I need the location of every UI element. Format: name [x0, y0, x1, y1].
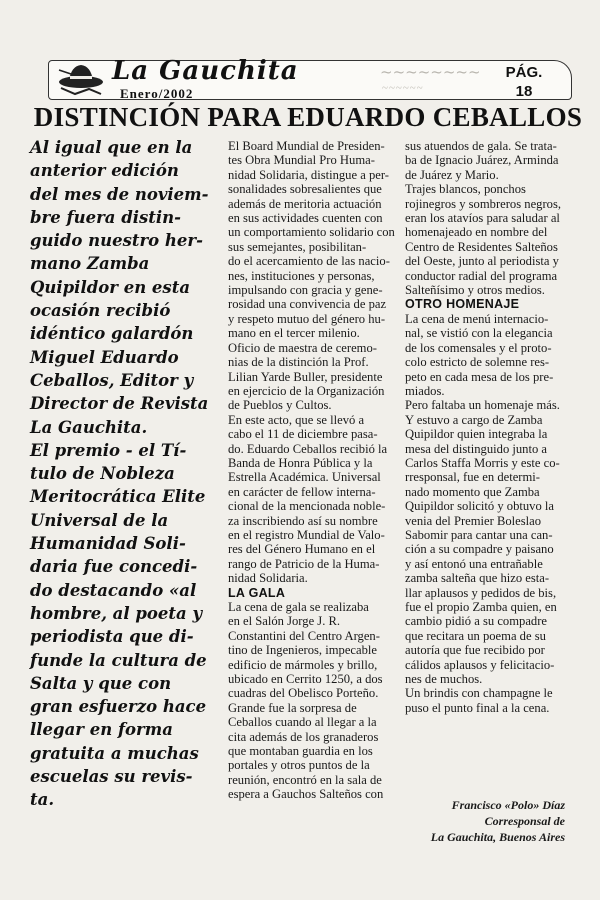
text-line: Y estuvo a cargo de Zamba	[405, 412, 543, 427]
text-line: que recitara un poema de su	[405, 628, 546, 643]
lead-line: ocasión recibió	[30, 301, 171, 321]
text-line: cional de la mencionada noble-	[228, 499, 386, 514]
text-line: de Pueblos y Cultos.	[228, 398, 332, 413]
text-line: cita además de los granaderos	[228, 729, 379, 744]
lead-line: Miguel Eduardo	[30, 347, 179, 367]
text-line: tino de Ingenieros, impecable	[228, 643, 377, 658]
text-line: Trajes blancos, ponchos	[405, 182, 526, 197]
text-line: además de meritoria actuación	[228, 196, 382, 211]
text-line: Constantini del Centro Argen-	[228, 628, 380, 643]
lead-line: bre fuera distin-	[30, 207, 182, 227]
lead-line: periodista que di-	[30, 627, 194, 647]
text-line: Ceballos cuando al llegar a la	[228, 715, 377, 730]
text-line: nado momento que Zamba	[405, 484, 540, 499]
text-line: y así entonó una entrañable	[405, 556, 543, 571]
lead-line: funde la cultura de	[30, 650, 207, 670]
author-signature	[395, 798, 565, 845]
text-line: fue el propio Zamba quien, en	[405, 600, 557, 614]
text-line: do. Eduardo Ceballos recibió la	[228, 441, 388, 456]
text-line: conductor radial del programa	[405, 268, 558, 283]
text-line: Carlos Staffa Morris y este co-	[405, 455, 560, 470]
text-line: Centro de Residentes Salteños	[405, 239, 558, 254]
lead-line: idéntico galardón	[30, 324, 194, 344]
text-line: Salteñísimo y otros medios.	[405, 283, 545, 298]
text-line: La cena de gala se realizaba	[228, 600, 369, 614]
text-line: nidad Solidaria.	[228, 571, 308, 586]
text-line: nal, se vistió con la elegancia	[405, 326, 553, 341]
lead-line: tulo de Nobleza	[30, 464, 175, 484]
text-line: ción a su compadre y paisano	[405, 542, 554, 557]
text-line: autoría que fue recibido por	[405, 643, 545, 658]
lead-line: ta.	[30, 790, 55, 810]
text-line: Grande fue la sorpresa de	[228, 700, 357, 715]
text-line: nes de muchos.	[405, 672, 483, 687]
text-line: de Juárez y Mario.	[405, 167, 499, 182]
text-line: llar aplausos y pedidos de bis,	[405, 585, 557, 600]
lead-line: anterior edición	[30, 161, 179, 181]
text-line: rosidad una convivencia de paz	[228, 297, 387, 312]
lead-line: Salta y que con	[30, 673, 172, 693]
lead-line: La Gauchita.	[30, 417, 148, 437]
text-line: ba de Ignacio Juárez, Arminda	[405, 153, 559, 168]
text-line: impulsando con gracia y gene-	[228, 283, 383, 298]
text-line: sus semejantes, posibilitan-	[228, 239, 367, 254]
text-line: homenajeado en nombre del	[405, 225, 548, 240]
lead-line: llegar en forma	[30, 720, 173, 740]
text-line: del Oeste, junto al periodista y	[405, 254, 559, 269]
text-line: edificio de mármoles y brillo,	[228, 657, 378, 672]
text-line: que montaban guardia en los	[228, 744, 373, 759]
text-line: Quipildor solicitó y obtuvo la	[405, 499, 555, 514]
text-line: un comportamiento solidario con	[228, 225, 395, 240]
text-line: za inscribiendo así su nombre	[228, 513, 378, 528]
text-line: res del Género Humano en el	[228, 542, 376, 557]
text-line: Sabomir para cantar una can-	[405, 527, 553, 542]
text-line: portales y otros puntos de la	[228, 758, 370, 773]
body-column-3	[405, 139, 573, 715]
text-line: cálidos aplausos y felicitacio-	[405, 657, 555, 672]
text-line: mesa del distinguido junto a	[405, 441, 548, 456]
text-line: ubicado en Cerrito 1250, a dos	[228, 672, 383, 687]
lead-line: do destacando «al	[30, 580, 197, 600]
lead-line: Meritocrática Elite	[30, 487, 206, 507]
text-line: nias de la distinción la Prof.	[228, 355, 369, 370]
text-line: nidad Solidaria, distingue a per-	[228, 167, 389, 182]
text-line: La cena de menú internacio-	[405, 311, 549, 326]
text-line: Un brindis con champagne le	[405, 686, 553, 701]
section-subheading: LA GALA	[228, 585, 286, 600]
text-line: peto en cada mesa de los pre-	[405, 369, 554, 384]
text-line: miados.	[405, 383, 445, 398]
show-through-decoration: ~~~~~~~~	[380, 63, 481, 81]
text-line: eran los atavíos para saludar al	[405, 211, 560, 226]
lead-line: Quipildor en esta	[30, 277, 191, 297]
text-line: nes, instituciones y personas,	[228, 268, 375, 283]
show-through-decoration: ~~~~~~	[382, 82, 424, 94]
lead-line: El premio - el Tí-	[30, 440, 187, 460]
text-line: y respeto mutuo del género hu-	[228, 311, 386, 326]
text-line: rresponsal, fue en determi-	[405, 470, 540, 485]
text-line: Lilian Yarde Buller, presidente	[228, 369, 383, 384]
text-line: en sus actividades cuenten con	[228, 211, 383, 226]
text-line: cambio pidió a su compadre	[405, 614, 547, 629]
page-number: 18	[515, 83, 533, 100]
text-line: sonalidades sobresalientes que	[228, 182, 382, 197]
lead-line: del mes de noviem-	[30, 184, 209, 204]
lead-line: escuelas su revis-	[30, 767, 193, 787]
lead-line: Al igual que en la	[30, 138, 193, 157]
text-line: en el Salón Jorge J. R.	[228, 614, 341, 629]
lead-paragraph	[30, 136, 230, 812]
text-line: Banda de Honra Pública y la	[228, 455, 373, 470]
text-line: reunión, encontró en la sala de	[228, 772, 382, 787]
section-subheading: OTRO HOMENAJE	[405, 297, 520, 312]
lead-line: mano Zamba	[30, 254, 150, 274]
text-line: venia del Premier Boleslao	[405, 513, 542, 528]
text-line: cuadras del Obelisco Porteño.	[228, 686, 379, 701]
text-line: espera a Gauchos Salteños con	[228, 787, 384, 802]
text-line: rango de Patricio de la Huma-	[228, 556, 380, 571]
text-line: En este acto, que se llevó a	[228, 412, 365, 427]
text-line: sus atuendos de gala. Se trata-	[405, 139, 557, 153]
text-line: Estrella Académica. Universal	[228, 470, 381, 485]
magazine-title: La Gauchita	[112, 56, 299, 86]
text-line: Oficio de maestra de ceremo-	[228, 340, 377, 355]
text-line: zamba salteña que hizo esta-	[405, 571, 550, 586]
text-line: puso el punto final a la cena.	[405, 700, 550, 715]
article-headline: DISTINCIÓN PARA EDUARDO CEBALLOS	[33, 102, 583, 132]
text-line: do el acercamiento de las nacio-	[228, 254, 390, 269]
signature-line: La Gauchita, Buenos Aires	[430, 829, 565, 844]
lead-line: guido nuestro her-	[30, 231, 203, 251]
text-line: tes Obra Mundial Pro Huma-	[228, 153, 375, 168]
text-line: El Board Mundial de Presiden-	[228, 139, 385, 153]
issue-date: Enero/2002	[120, 86, 194, 101]
text-line: cabo el 11 de diciembre pasa-	[228, 427, 378, 442]
text-line: Pero faltaba un homenaje más.	[405, 398, 560, 413]
lead-line: Director de Revista	[30, 394, 209, 414]
text-line: de los comensales y el proto-	[405, 340, 552, 355]
lead-line: daria fue concedi-	[30, 557, 198, 577]
text-line: mano en el tercer milenio.	[228, 326, 360, 341]
text-line: Quipildor quien integraba la	[405, 427, 548, 442]
text-line: en ejercicio de la Organización	[228, 383, 385, 398]
signature-line: Corresponsal de	[484, 813, 565, 828]
signature-line: Francisco «Polo» Díaz	[451, 798, 565, 812]
text-line: rojinegros y sombreros negros,	[405, 196, 561, 211]
text-line: en carácter de fellow interna-	[228, 484, 376, 499]
page-label: PÁG.	[505, 64, 543, 81]
gaucho-hat-logo-icon	[55, 58, 107, 98]
text-line: colo estricto de solemne res-	[405, 355, 550, 370]
lead-line: Universal de la	[30, 510, 169, 530]
text-line: en el registro Mundial de Valo-	[228, 527, 385, 542]
lead-line: hombre, al poeta y	[30, 603, 203, 623]
lead-line: gratuita a muchas	[30, 743, 199, 763]
lead-line: gran esfuerzo hace	[30, 697, 207, 717]
lead-line: Ceballos, Editor y	[30, 370, 194, 390]
body-column-2	[228, 139, 398, 802]
lead-line: Humanidad Soli-	[30, 534, 186, 554]
